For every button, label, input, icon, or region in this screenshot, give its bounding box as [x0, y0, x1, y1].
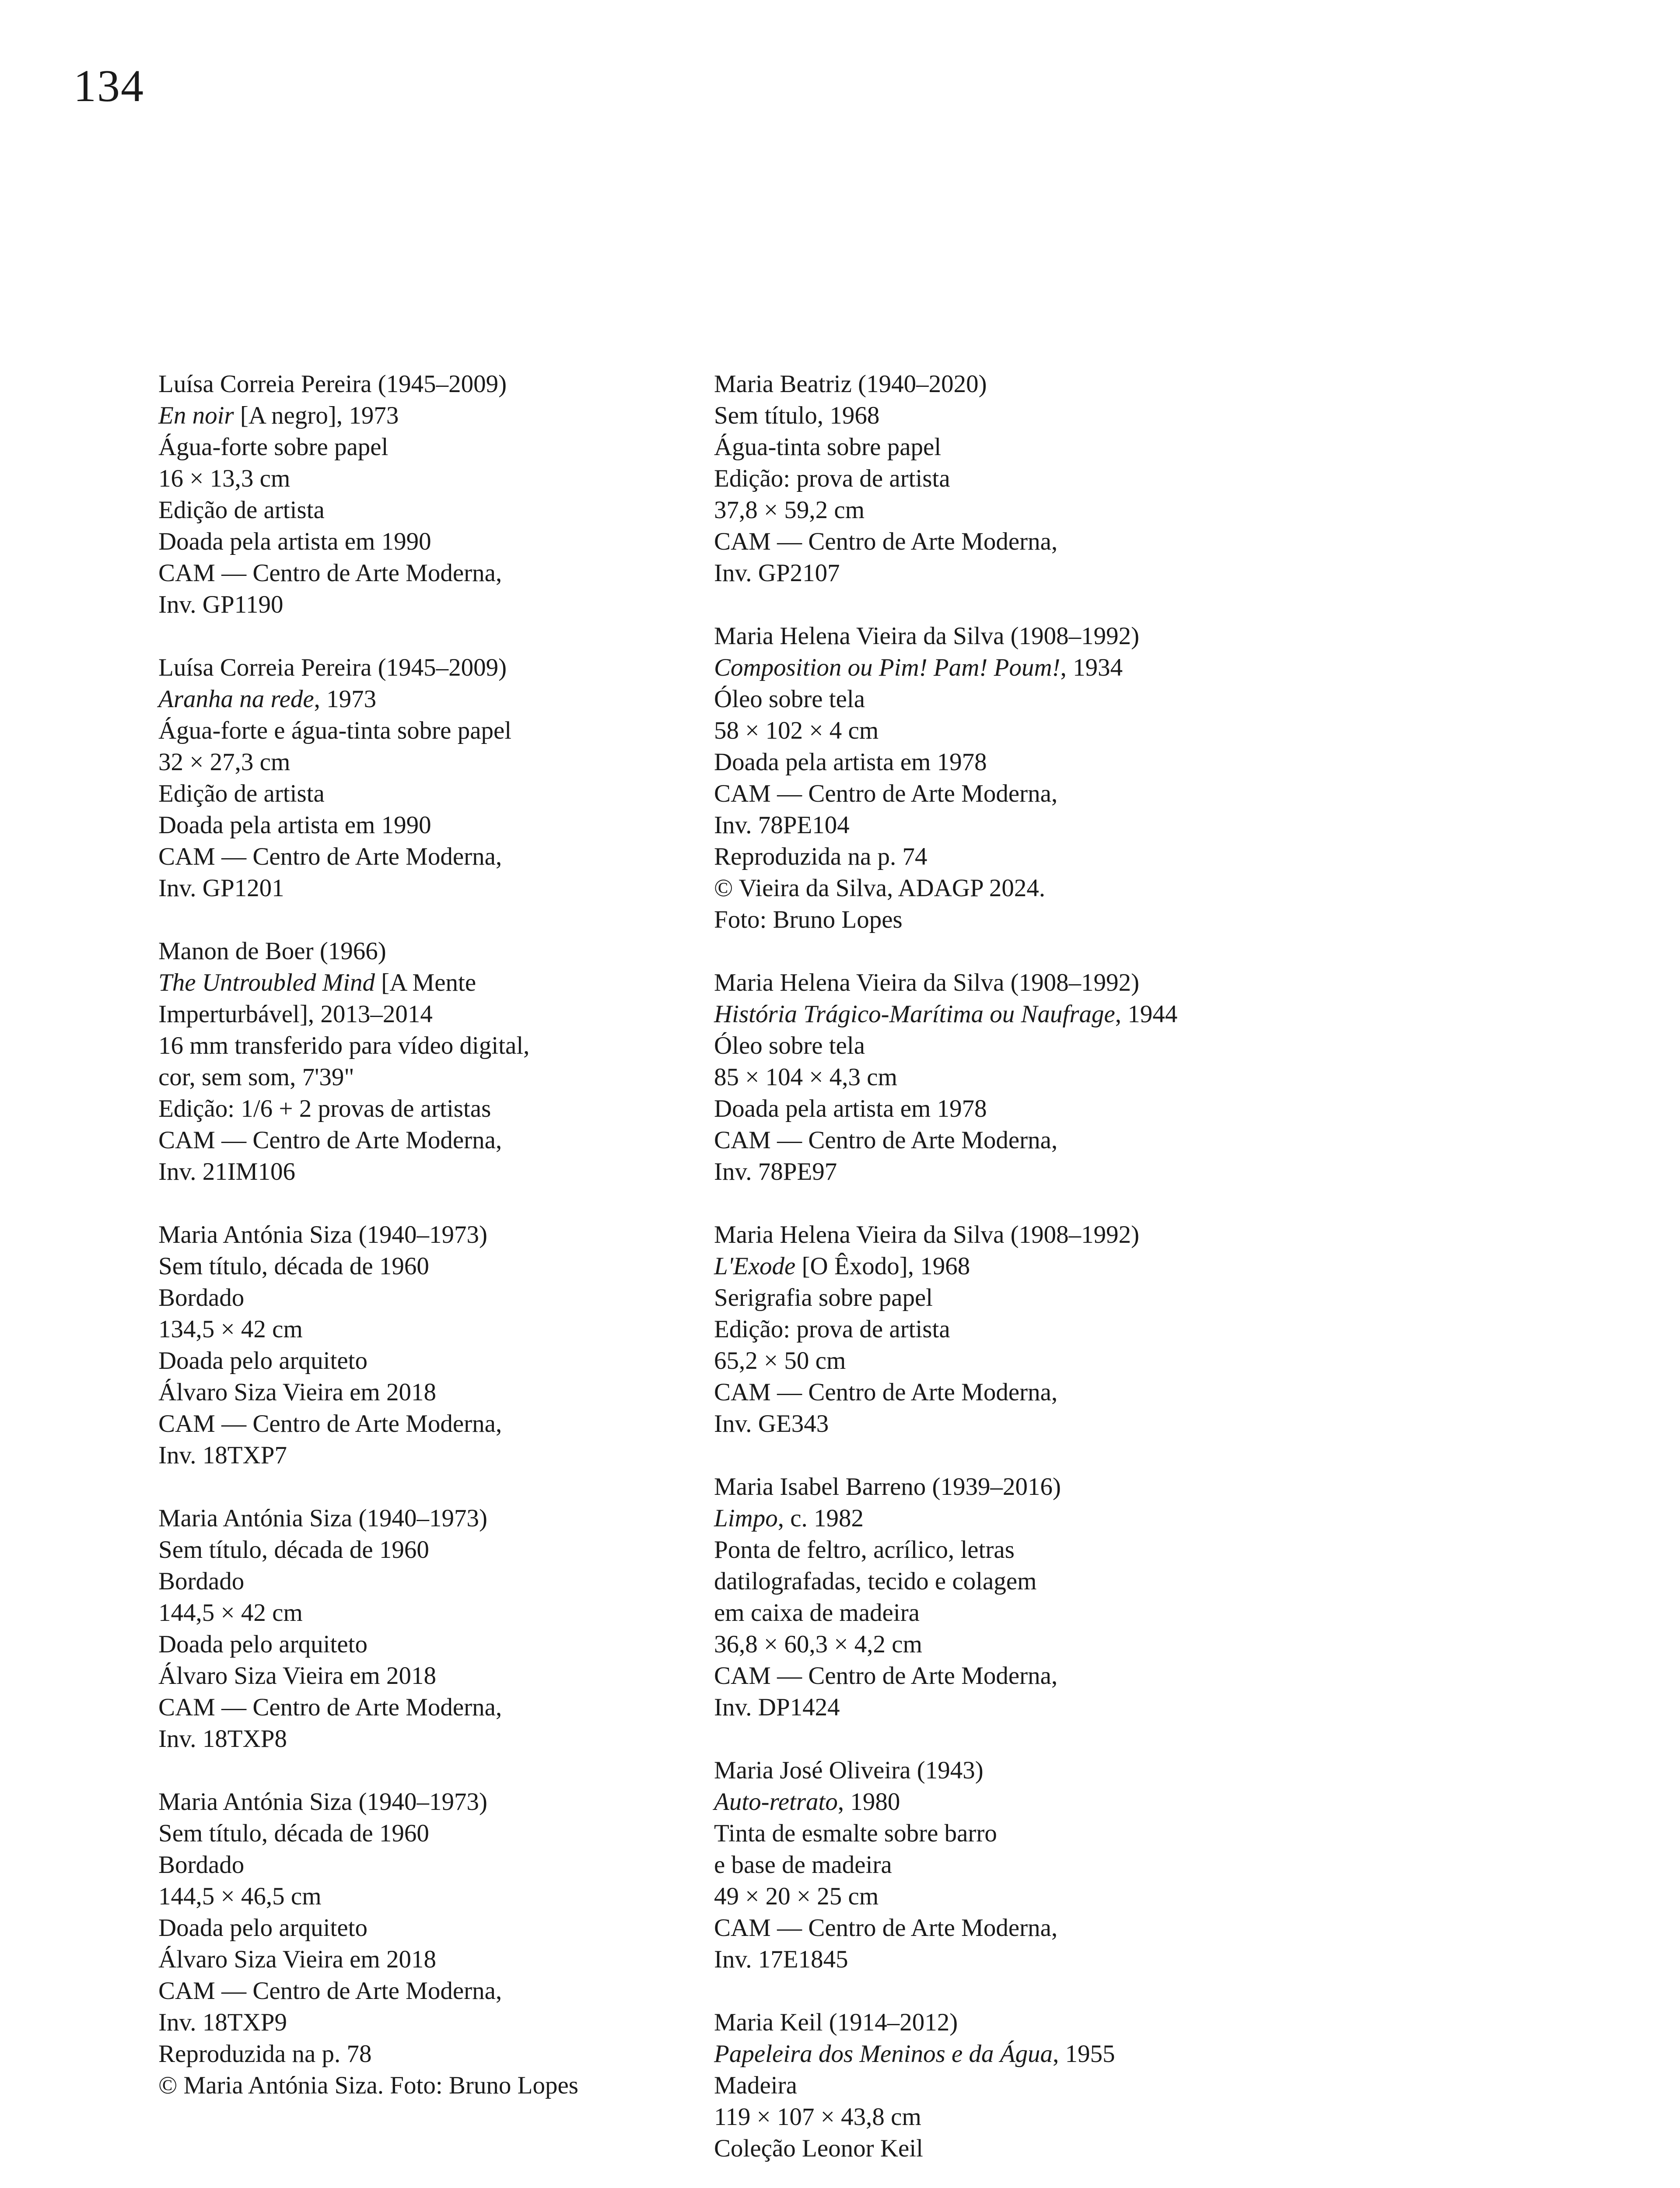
catalog-column-right	[714, 368, 1292, 2188]
artwork-title-line	[714, 400, 1292, 431]
artwork-detail: 49 × 20 × 25 cm	[714, 1883, 879, 1910]
artwork-detail: Doada pelo arquiteto	[158, 1914, 368, 1942]
artwork-detail: Inv. 18TXP8	[158, 1725, 287, 1753]
artwork-detail: 144,5 × 42 cm	[158, 1599, 303, 1627]
artwork-title: En noir	[158, 402, 234, 429]
artwork-detail: datilografadas, tecido e colagem	[714, 1567, 1037, 1595]
artwork-title-line	[714, 1786, 1292, 1818]
artwork-detail: Água-forte e água-tinta sobre papel	[158, 717, 512, 744]
artist-name: Maria Helena Vieira da Silva (1908–1992)	[714, 622, 1140, 650]
artwork-detail: Doada pelo arquiteto	[158, 1630, 368, 1658]
artwork-detail: Inv. DP1424	[714, 1694, 840, 1721]
artist-name: Maria José Oliveira (1943)	[714, 1757, 984, 1784]
catalog-entry	[158, 652, 714, 904]
artwork-detail: CAM — Centro de Arte Moderna,	[158, 1410, 502, 1438]
artwork-title: Auto-retrato	[714, 1788, 838, 1816]
artwork-detail: Edição de artista	[158, 496, 325, 524]
artwork-date: , c. 1982	[777, 1504, 864, 1532]
artist-name: Luísa Correia Pereira (1945–2009)	[158, 370, 507, 398]
artist-name: Maria Helena Vieira da Silva (1908–1992)	[714, 1221, 1140, 1248]
artwork-detail: CAM — Centro de Arte Moderna,	[714, 528, 1058, 555]
artwork-detail: Água-tinta sobre papel	[714, 433, 942, 461]
artwork-date: Sem título, década de 1960	[158, 1536, 429, 1564]
artwork-detail: 16 × 13,3 cm	[158, 465, 290, 492]
artwork-detail: Inv. 78PE104	[714, 811, 850, 839]
artwork-detail: Álvaro Siza Vieira em 2018	[158, 1662, 437, 1690]
artwork-detail: Doada pela artista em 1990	[158, 811, 431, 839]
artwork-detail: Edição de artista	[158, 780, 325, 807]
artwork-detail: CAM — Centro de Arte Moderna,	[158, 1694, 502, 1721]
artwork-title: Limpo	[714, 1504, 778, 1532]
artwork-title-line	[714, 1503, 1292, 1534]
artwork-detail: Inv. 21IM106	[158, 1158, 295, 1185]
artwork-title-line	[714, 999, 1292, 1030]
artwork-detail: Serigrafia sobre papel	[714, 1284, 933, 1311]
artwork-detail: Coleção Leonor Keil	[714, 2135, 923, 2162]
catalog-entry	[714, 368, 1292, 589]
artwork-title: L'Exode	[714, 1252, 796, 1280]
artwork-detail: Doada pela artista em 1978	[714, 748, 987, 776]
artwork-detail: Óleo sobre tela	[714, 1032, 865, 1059]
artist-name: Maria Antónia Siza (1940–1973)	[158, 1788, 487, 1816]
artwork-detail: Reproduzida na p. 74	[714, 843, 928, 870]
artwork-detail: Inv. 78PE97	[714, 1158, 837, 1185]
catalog-entry	[714, 967, 1292, 1188]
artist-name: Maria Beatriz (1940–2020)	[714, 370, 987, 398]
catalog-column-left	[158, 368, 714, 2133]
artwork-detail: Doada pela artista em 1978	[714, 1095, 987, 1122]
artwork-detail: CAM — Centro de Arte Moderna,	[714, 1914, 1058, 1942]
artwork-detail: Madeira	[714, 2072, 797, 2099]
artwork-detail: 16 mm transferido para vídeo digital,	[158, 1032, 530, 1059]
artwork-detail: CAM — Centro de Arte Moderna,	[714, 780, 1058, 807]
artwork-detail: Bordado	[158, 1567, 245, 1595]
artwork-detail: 144,5 × 46,5 cm	[158, 1883, 322, 1910]
artwork-detail: Reproduzida na p. 78	[158, 2040, 372, 2068]
artwork-detail: Inv. 18TXP9	[158, 2009, 287, 2036]
artwork-detail: 134,5 × 42 cm	[158, 1315, 303, 1343]
artwork-detail: Edição: prova de artista	[714, 465, 950, 492]
artwork-date: , 1934	[1060, 654, 1123, 681]
artwork-detail: Água-forte sobre papel	[158, 433, 388, 461]
artwork-date: Sem título, década de 1960	[158, 1820, 429, 1847]
artwork-date: , 1980	[837, 1788, 900, 1816]
artwork-detail: e base de madeira	[714, 1851, 892, 1879]
artwork-detail: CAM — Centro de Arte Moderna,	[158, 1977, 502, 2005]
artwork-detail: CAM — Centro de Arte Moderna,	[714, 1378, 1058, 1406]
artwork-title: The Untroubled Mind	[158, 969, 375, 996]
artwork-detail: cor, sem som, 7'39"	[158, 1063, 354, 1091]
catalog-entry	[714, 2007, 1292, 2164]
artwork-detail: Inv. GP2107	[714, 559, 840, 587]
artwork-date: Sem título, década de 1960	[158, 1252, 429, 1280]
artist-name: Maria Keil (1914–2012)	[714, 2009, 958, 2036]
artist-name: Manon de Boer (1966)	[158, 937, 386, 965]
artwork-date: , 1973	[314, 685, 377, 713]
artwork-detail: Ponta de feltro, acrílico, letras	[714, 1536, 1015, 1564]
artwork-detail: Doada pelo arquiteto	[158, 1347, 368, 1375]
catalog-entry	[158, 1786, 714, 2101]
artwork-detail: Inv. 17E1845	[714, 1946, 848, 1973]
artwork-date: [A Mente	[375, 969, 476, 996]
artist-name: Maria Isabel Barreno (1939–2016)	[714, 1473, 1061, 1501]
artwork-detail: em caixa de madeira	[714, 1599, 920, 1627]
artwork-title-line	[158, 967, 714, 999]
artwork-detail: 58 × 102 × 4 cm	[714, 717, 879, 744]
artwork-detail: 36,8 × 60,3 × 4,2 cm	[714, 1630, 922, 1658]
catalog-entry	[714, 621, 1292, 936]
artwork-detail: Foto: Bruno Lopes	[714, 906, 903, 933]
artwork-title: Composition ou Pim! Pam! Poum!	[714, 654, 1060, 681]
artwork-title-line	[158, 400, 714, 431]
catalog-entry	[714, 1755, 1292, 1975]
artwork-detail: 85 × 104 × 4,3 cm	[714, 1063, 897, 1091]
artwork-detail: 65,2 × 50 cm	[714, 1347, 846, 1375]
artwork-detail: Óleo sobre tela	[714, 685, 865, 713]
artwork-date: [O Êxodo], 1968	[795, 1252, 970, 1280]
artwork-title-line	[158, 684, 714, 715]
artwork-detail: Doada pela artista em 1990	[158, 528, 431, 555]
artwork-title: Papeleira dos Meninos e da Água	[714, 2040, 1053, 2068]
artwork-detail: Álvaro Siza Vieira em 2018	[158, 1378, 437, 1406]
artwork-title-line	[158, 1818, 714, 1849]
artwork-date: , 1955	[1053, 2040, 1115, 2068]
artist-name: Maria Antónia Siza (1940–1973)	[158, 1504, 487, 1532]
catalog-entry	[158, 1503, 714, 1755]
artwork-title-line	[158, 1251, 714, 1282]
artwork-detail: 119 × 107 × 43,8 cm	[714, 2103, 921, 2131]
artist-name: Luísa Correia Pereira (1945–2009)	[158, 654, 507, 681]
artwork-title-line	[714, 1251, 1292, 1282]
artwork-title-line	[714, 652, 1292, 684]
artwork-date: Sem título, 1968	[714, 402, 880, 429]
artwork-detail: CAM — Centro de Arte Moderna,	[158, 559, 502, 587]
artwork-detail: © Vieira da Silva, ADAGP 2024.	[714, 874, 1046, 902]
artwork-title-line	[158, 1534, 714, 1566]
artwork-detail: Inv. 18TXP7	[158, 1441, 287, 1469]
artwork-detail: Inv. GE343	[714, 1410, 829, 1438]
artwork-title-line	[714, 2038, 1292, 2070]
artwork-title: História Trágico-Marítima ou Naufrage	[714, 1000, 1115, 1028]
artwork-detail: Bordado	[158, 1851, 245, 1879]
artwork-title: Aranha na rede	[158, 685, 314, 713]
artwork-detail: Imperturbável], 2013–2014	[158, 1000, 433, 1028]
artist-name: Maria Antónia Siza (1940–1973)	[158, 1221, 487, 1248]
catalog-entry	[158, 936, 714, 1188]
artwork-detail: CAM — Centro de Arte Moderna,	[714, 1126, 1058, 1154]
artwork-detail: 37,8 × 59,2 cm	[714, 496, 865, 524]
artist-name: Maria Helena Vieira da Silva (1908–1992)	[714, 969, 1140, 996]
artwork-detail: CAM — Centro de Arte Moderna,	[158, 843, 502, 870]
artwork-detail: © Maria Antónia Siza. Foto: Bruno Lopes	[158, 2072, 578, 2099]
catalog-entry	[158, 368, 714, 621]
artwork-detail: Tinta de esmalte sobre barro	[714, 1820, 997, 1847]
artwork-detail: Inv. GP1190	[158, 591, 284, 618]
artwork-date: , 1944	[1115, 1000, 1178, 1028]
catalog-entry	[158, 1219, 714, 1471]
catalog-entry	[714, 1219, 1292, 1440]
artwork-date: [A negro], 1973	[234, 402, 399, 429]
artwork-detail: CAM — Centro de Arte Moderna,	[714, 1662, 1058, 1690]
artwork-detail: Edição: 1/6 + 2 provas de artistas	[158, 1095, 491, 1122]
artwork-detail: Bordado	[158, 1284, 245, 1311]
artwork-detail: Álvaro Siza Vieira em 2018	[158, 1946, 437, 1973]
artwork-detail: Edição: prova de artista	[714, 1315, 950, 1343]
artwork-detail: Inv. GP1201	[158, 874, 284, 902]
artwork-detail: CAM — Centro de Arte Moderna,	[158, 1126, 502, 1154]
artwork-detail: 32 × 27,3 cm	[158, 748, 290, 776]
catalog-entry	[714, 1471, 1292, 1723]
page-number: 134	[74, 61, 144, 111]
